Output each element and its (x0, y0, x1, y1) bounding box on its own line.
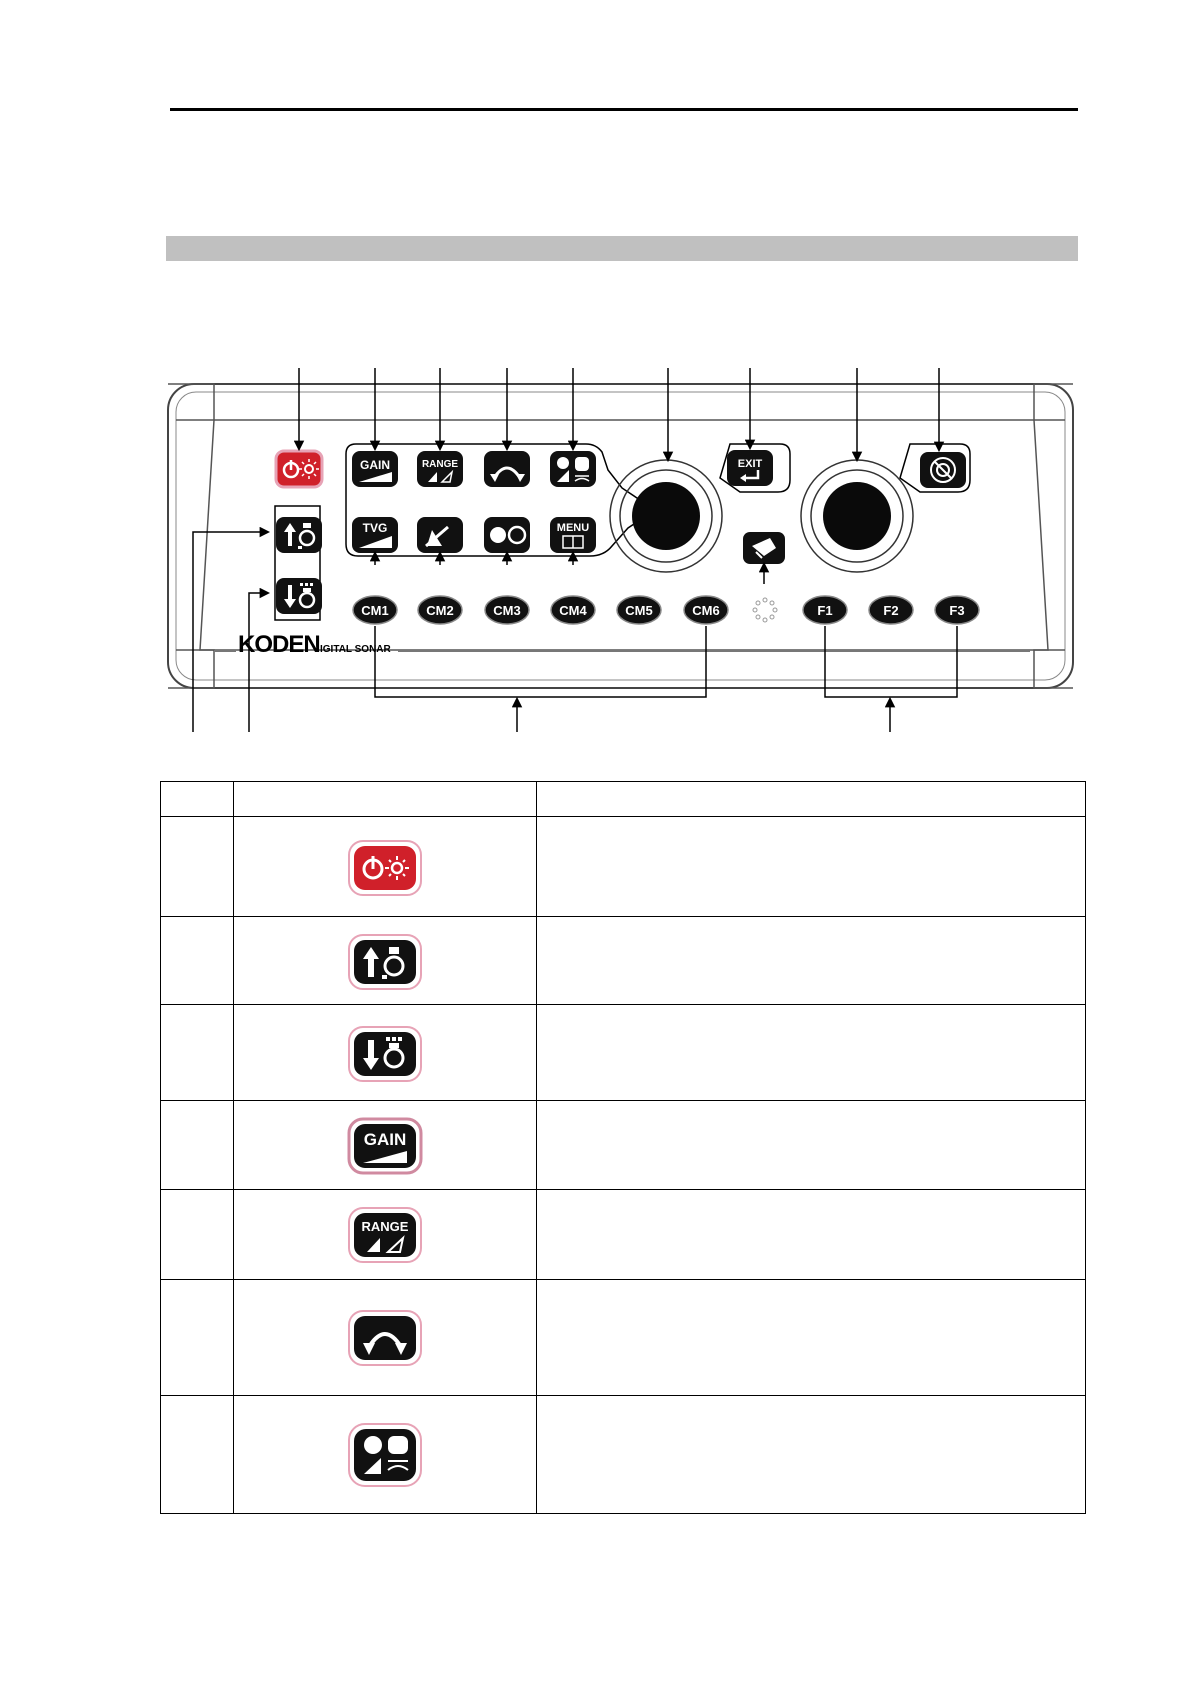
train-up-key[interactable] (276, 517, 322, 553)
table-row (161, 1189, 1086, 1279)
key-description-table (160, 781, 1086, 1514)
cm3-key[interactable] (485, 596, 529, 624)
train-down-key[interactable] (276, 578, 322, 614)
cm4-key[interactable] (551, 596, 595, 624)
cm2-key-label: CM2 (426, 603, 454, 618)
row-number (161, 817, 234, 917)
range-key-icon-label: RANGE (361, 1219, 409, 1235)
row-description (537, 1101, 1086, 1189)
table-header-no (161, 782, 234, 817)
key-cell (234, 917, 537, 1005)
gain-key-label: GAIN (360, 458, 390, 472)
key-cell (234, 1101, 537, 1189)
range-key[interactable] (417, 451, 463, 487)
row-number (161, 1101, 234, 1189)
key-cell (234, 1279, 537, 1395)
key-cell (234, 1005, 537, 1101)
display-select-key[interactable] (484, 517, 530, 553)
table-row (161, 1101, 1086, 1189)
tvg-key[interactable] (352, 517, 398, 553)
exit-key[interactable] (727, 450, 773, 486)
table-row (161, 817, 1086, 917)
row-number (161, 1005, 234, 1101)
mode-key-icon (345, 1418, 425, 1490)
table-header-description (537, 782, 1086, 817)
table-header-key (234, 782, 537, 817)
table-row (161, 917, 1086, 1005)
f2-key-label: F2 (883, 603, 899, 618)
product-label: IGITAL SONAR (320, 644, 391, 655)
f1-key[interactable] (803, 596, 847, 624)
table-row (161, 1395, 1086, 1513)
cm4-key-label: CM4 (559, 603, 587, 618)
exit-key-label: EXIT (737, 458, 763, 470)
radar-key[interactable] (920, 452, 966, 488)
cm1-key[interactable] (353, 596, 397, 624)
gain-key[interactable] (352, 451, 398, 487)
cm1-key-label: CM1 (361, 603, 389, 618)
menu-key[interactable] (550, 517, 596, 553)
train-up-key-icon (345, 929, 425, 993)
row-number (161, 1395, 234, 1513)
tilt-key[interactable] (417, 517, 463, 553)
range-key-label: RANGE (421, 459, 459, 470)
row-number (161, 1189, 234, 1279)
cm5-key[interactable] (617, 596, 661, 624)
key-cell (234, 817, 537, 917)
tvg-key-label: TVG (362, 521, 388, 535)
cm5-key-label: CM5 (625, 603, 653, 618)
row-number (161, 1279, 234, 1395)
f3-key-label: F3 (949, 603, 965, 618)
f2-key[interactable] (869, 596, 913, 624)
mode-key[interactable] (550, 451, 596, 487)
gain-key-icon-label: GAIN (363, 1129, 407, 1149)
row-description (537, 1005, 1086, 1101)
power-brilliance-key-icon (345, 835, 425, 899)
train-down-key-icon (345, 1021, 425, 1085)
table-row (161, 1279, 1086, 1395)
table-row (161, 1005, 1086, 1101)
f3-key[interactable] (935, 596, 979, 624)
row-description (537, 1279, 1086, 1395)
f1-key-label: F1 (817, 603, 833, 618)
table-header-row (161, 782, 1086, 817)
row-description (537, 1395, 1086, 1513)
gain-key-icon (345, 1113, 425, 1177)
target-lock-key[interactable] (743, 532, 785, 564)
cm6-key-label: CM6 (692, 603, 720, 618)
cm3-key-label: CM3 (493, 603, 521, 618)
cm2-key[interactable] (418, 596, 462, 624)
row-description (537, 917, 1086, 1005)
range-key-icon (345, 1202, 425, 1266)
key-cell (234, 1395, 537, 1513)
row-number (161, 917, 234, 1005)
key-cell (234, 1189, 537, 1279)
train-key-icon (345, 1305, 425, 1369)
menu-key-label: MENU (556, 522, 590, 534)
power-brilliance-key[interactable] (276, 451, 322, 487)
row-description (537, 817, 1086, 917)
cm6-key[interactable] (684, 596, 728, 624)
row-description (537, 1189, 1086, 1279)
train-key[interactable] (484, 451, 530, 487)
control-panel-diagram (0, 0, 1191, 740)
brand-logo: KODEN (238, 631, 320, 658)
